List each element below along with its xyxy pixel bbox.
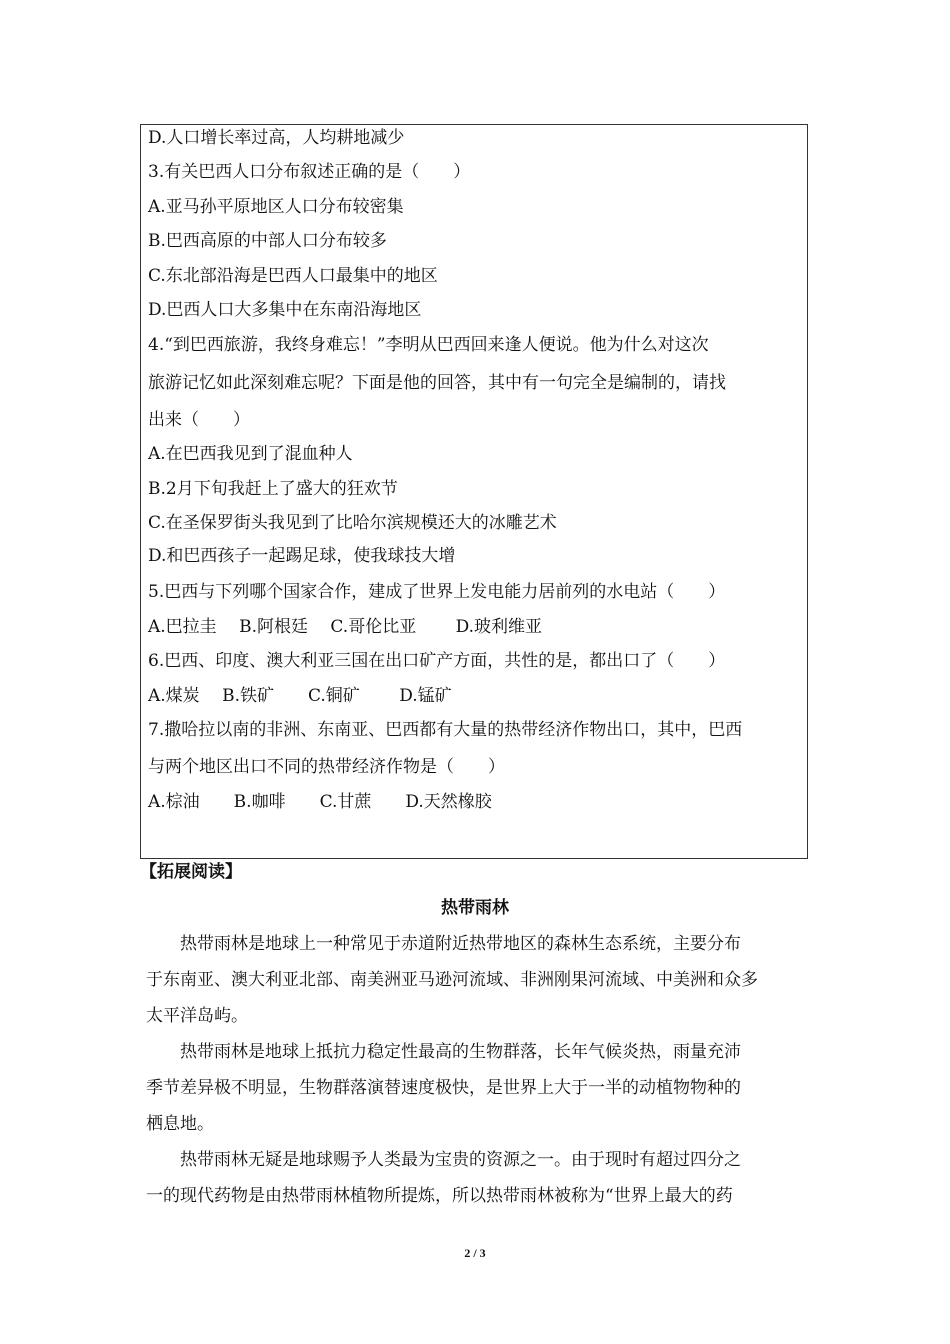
question-line: B.巴西高原的中部人口分布较多 [148, 231, 387, 251]
question-line: 6.巴西、印度、澳大利亚三国在出口矿产方面，共性的是，都出口了（ ） [148, 651, 726, 671]
question-line: 3.有关巴西人口分布叙述正确的是（ ） [148, 162, 471, 182]
paragraph-line: 热带雨林是地球上一种常见于赤道附近热带地区的森林生态系统，主要分布 [146, 934, 741, 954]
question-line: A.巴拉圭 B.阿根廷 C.哥伦比亚 D.玻利维亚 [148, 617, 543, 637]
question-line: D.和巴西孩子一起踢足球，使我球技大增 [148, 546, 456, 566]
paragraph-line: 热带雨林是地球上抵抗力稳定性最高的生物群落，长年气候炎热，雨量充沛 [146, 1042, 741, 1062]
paragraph-line: 于东南亚、澳大利亚北部、南美洲亚马逊河流域、非洲刚果河流域、中美洲和众多 [146, 970, 758, 990]
paragraph-line: 热带雨林无疑是地球赐予人类最为宝贵的资源之一。由于现时有超过四分之 [146, 1150, 741, 1170]
question-line: 4.“到巴西旅游，我终身难忘！”李明从巴西回来逢人便说。他为什么对这次 [148, 335, 709, 355]
question-line: A.在巴西我见到了混血种人 [148, 444, 353, 464]
question-line: B.2月下旬我赶上了盛大的狂欢节 [148, 479, 398, 499]
question-line: A.亚马孙平原地区人口分布较密集 [148, 197, 404, 217]
question-line: 与两个地区出口不同的热带经济作物是（ ） [148, 757, 505, 777]
section-label: 【拓展阅读】 [140, 862, 242, 882]
question-line: D.巴西人口大多集中在东南沿海地区 [148, 300, 422, 320]
paragraph-line: 季节差异极不明显，生物群落演替速度极快，是世界上大于一半的动植物物种的 [146, 1078, 741, 1098]
paragraph-line: 一的现代药物是由热带雨林植物所提炼，所以热带雨林被称为“世界上最大的药 [146, 1186, 733, 1206]
paragraph-line: 栖息地。 [146, 1114, 214, 1134]
article-title: 热带雨林 [441, 898, 509, 918]
question-line: 5.巴西与下列哪个国家合作，建成了世界上发电能力居前列的水电站（ ） [148, 582, 726, 602]
question-line: A.棕油 B.咖啡 C.甘蔗 D.天然橡胶 [148, 792, 492, 812]
question-line: A.煤炭 B.铁矿 C.铜矿 D.锰矿 [148, 686, 452, 706]
question-line: C.东北部沿海是巴西人口最集中的地区 [148, 266, 438, 286]
question-line: 出来（ ） [148, 410, 250, 430]
question-line: 7.撒哈拉以南的非洲、东南亚、巴西都有大量的热带经济作物出口，其中，巴西 [148, 720, 743, 740]
question-line: C.在圣保罗街头我见到了比哈尔滨规模还大的冰雕艺术 [148, 513, 557, 533]
page-number: 2 / 3 [464, 1246, 486, 1260]
question-line: D.人口增长率过高，人均耕地减少 [148, 128, 405, 148]
paragraph-line: 太平洋岛屿。 [146, 1006, 248, 1026]
question-line: 旅游记忆如此深刻难忘呢？下面是他的回答，其中有一句完全是编制的，请找 [148, 373, 726, 393]
